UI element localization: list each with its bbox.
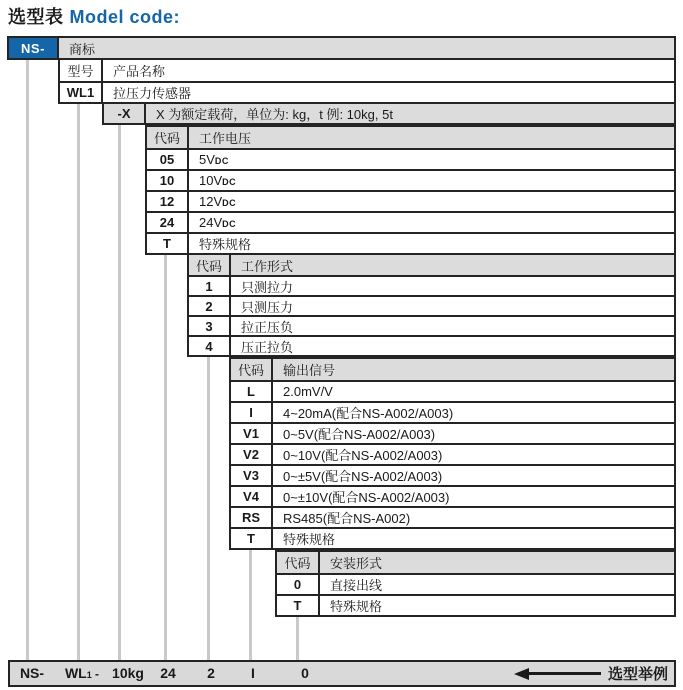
output-signal-label-cell-4 <box>273 445 674 464</box>
mounting-label-text-2: 特殊规格 <box>330 599 383 614</box>
work-mode-row-1 <box>189 275 674 295</box>
example-row <box>8 660 676 687</box>
output-signal-label-text-6: 0~±10V(配合NS-A002/A003) <box>283 490 450 505</box>
work-mode-code-cell-3: 3 <box>189 317 231 335</box>
work-mode-row-2 <box>189 295 674 315</box>
voltage-label-cell-1 <box>189 150 674 169</box>
voltage-code-cell-5: T <box>147 234 189 253</box>
capacity-label-text-0: X 为额定载荷，单位为: kg，t 例: 10kg, 5t <box>156 107 393 122</box>
model-label-text-0: 产品名称 <box>113 64 166 79</box>
cascade-table-voltage <box>145 125 676 255</box>
output-signal-code-cell-0: 代码 <box>231 359 273 380</box>
model-label-cell-1 <box>103 83 674 102</box>
page-title <box>8 3 180 29</box>
mounting-row-0 <box>277 552 674 573</box>
output-signal-label-text-5: 0~±5V(配合NS-A002/A003) <box>283 469 443 484</box>
example-code-segment-2: 10kg <box>112 665 144 681</box>
output-signal-code-cell-2: I <box>231 403 273 422</box>
output-signal-label-cell-3 <box>273 424 674 443</box>
output-signal-label-cell-0 <box>273 359 674 380</box>
connector-line-mounting <box>296 615 299 661</box>
capacity-label-cell-0 <box>146 104 674 123</box>
work-mode-row-4 <box>189 335 674 355</box>
connector-line-capacity <box>118 123 121 661</box>
output-signal-code-cell-4: V2 <box>231 445 273 464</box>
model-row-0 <box>60 60 674 81</box>
output-signal-label-text-1: 2.0mV/V <box>283 384 333 399</box>
output-signal-code-cell-7: RS <box>231 508 273 527</box>
voltage-label-cell-3 <box>189 192 674 211</box>
voltage-label-text-3: 12V <box>199 194 223 209</box>
output-signal-code-cell-5: V3 <box>231 466 273 485</box>
cascade-table-model <box>58 58 676 104</box>
connector-line-model <box>77 102 80 661</box>
voltage-label-cell-2 <box>189 171 674 190</box>
arrow-left-icon <box>514 668 529 680</box>
output-signal-row-3 <box>231 422 674 443</box>
cascade-table-brand <box>7 36 676 60</box>
mounting-label-text-1: 直接出线 <box>330 578 383 593</box>
voltage-label-cell-5 <box>189 234 674 253</box>
work-mode-label-text-1: 只测拉力 <box>241 279 294 295</box>
model-label-text-1: 拉压力传感器 <box>113 86 192 101</box>
mounting-row-1 <box>277 573 674 594</box>
voltage-code-cell-1: 05 <box>147 150 189 169</box>
work-mode-code-cell-4: 4 <box>189 337 231 355</box>
work-mode-code-cell-1: 1 <box>189 277 231 295</box>
voltage-label-cell-4 <box>189 213 674 232</box>
work-mode-label-cell-4 <box>231 337 674 355</box>
mounting-label-cell-0 <box>320 552 674 573</box>
voltage-row-1 <box>147 148 674 169</box>
output-signal-label-cell-8 <box>273 529 674 548</box>
work-mode-code-cell-0: 代码 <box>189 255 231 275</box>
model-row-1 <box>60 81 674 102</box>
voltage-code-cell-4: 24 <box>147 213 189 232</box>
capacity-row-0 <box>104 104 674 123</box>
work-mode-row-0 <box>189 255 674 275</box>
mounting-code-cell-2: T <box>277 596 320 615</box>
cascade-table-work-mode <box>187 253 676 357</box>
example-code-segment-0: NS- <box>19 665 45 681</box>
output-signal-label-text-8: 特殊规格 <box>283 532 336 547</box>
brand-code-cell-0: NS- <box>9 38 59 58</box>
brand-label-text-0: 商标 <box>69 41 96 57</box>
work-mode-label-text-4: 压正拉负 <box>241 339 294 355</box>
mounting-row-2 <box>277 594 674 615</box>
output-signal-code-cell-3: V1 <box>231 424 273 443</box>
output-signal-code-cell-8: T <box>231 529 273 548</box>
cascade-table-mounting <box>275 550 676 617</box>
cascade-table-output-signal <box>229 357 676 550</box>
model-code-cell-0: 型号 <box>60 60 103 81</box>
voltage-code-cell-0: 代码 <box>147 127 189 148</box>
mounting-label-text-0: 安装形式 <box>330 556 383 571</box>
output-signal-label-cell-7 <box>273 508 674 527</box>
output-signal-row-0 <box>231 359 674 380</box>
output-signal-label-text-4: 0~10V(配合NS-A002/A003) <box>283 448 443 463</box>
work-mode-label-text-0: 工作形式 <box>241 258 294 274</box>
output-signal-label-text-2: 4~20mA(配合NS-A002/A003) <box>283 406 454 421</box>
voltage-label-subscript-1: DC <box>214 156 229 166</box>
example-arrow-label: 选型举例 <box>607 666 668 683</box>
voltage-row-0 <box>147 127 674 148</box>
brand-label-cell-0 <box>59 38 674 58</box>
output-signal-row-7 <box>231 506 674 527</box>
example-arrow <box>514 662 668 685</box>
voltage-row-3 <box>147 190 674 211</box>
voltage-label-subscript-3: DC <box>222 198 237 208</box>
brand-row-0 <box>9 38 674 58</box>
model-label-cell-0 <box>103 60 674 81</box>
mounting-code-cell-1: 0 <box>277 575 320 594</box>
output-signal-row-8 <box>231 527 674 548</box>
capacity-code-cell-0: -X <box>104 104 146 123</box>
work-mode-code-cell-2: 2 <box>189 297 231 315</box>
voltage-label-text-0: 工作电压 <box>199 131 252 146</box>
voltage-label-text-4: 24V <box>199 215 223 230</box>
output-signal-label-text-3: 0~5V(配合NS-A002/A003) <box>283 427 436 442</box>
example-code-segment-3: 24 <box>160 665 176 681</box>
work-mode-label-cell-0 <box>231 255 674 275</box>
output-signal-label-cell-2 <box>273 403 674 422</box>
output-signal-label-cell-1 <box>273 382 674 401</box>
output-signal-label-text-7: RS485(配合NS-A002) <box>283 511 411 526</box>
model-code-cell-1: WL1 <box>60 83 103 102</box>
output-signal-code-cell-6: V4 <box>231 487 273 506</box>
work-mode-label-text-2: 只测压力 <box>241 299 294 315</box>
connector-line-voltage <box>164 253 167 661</box>
work-mode-label-cell-2 <box>231 297 674 315</box>
voltage-label-text-5: 特殊规格 <box>199 237 252 252</box>
connector-line-work-mode <box>207 355 210 661</box>
voltage-row-2 <box>147 169 674 190</box>
mounting-label-cell-2 <box>320 596 674 615</box>
page-title-en: Model code: <box>69 7 181 27</box>
mounting-code-cell-0: 代码 <box>277 552 320 573</box>
voltage-label-text-2: 10V <box>199 173 223 188</box>
work-mode-row-3 <box>189 315 674 335</box>
cascade-table-capacity <box>102 102 676 125</box>
connector-line-output-signal <box>249 548 252 661</box>
voltage-label-text-1: 5V <box>199 152 215 167</box>
voltage-code-cell-3: 12 <box>147 192 189 211</box>
output-signal-label-cell-5 <box>273 466 674 485</box>
voltage-row-5 <box>147 232 674 253</box>
voltage-code-cell-2: 10 <box>147 171 189 190</box>
output-signal-label-cell-6 <box>273 487 674 506</box>
work-mode-label-cell-1 <box>231 277 674 295</box>
arrow-line <box>529 672 601 675</box>
output-signal-row-6 <box>231 485 674 506</box>
voltage-label-subscript-4: DC <box>222 219 237 229</box>
voltage-label-subscript-2: DC <box>222 177 237 187</box>
example-code-segment-4: 2 <box>207 665 215 681</box>
mounting-label-cell-1 <box>320 575 674 594</box>
example-code-segment-6: 0 <box>301 665 309 681</box>
output-signal-row-4 <box>231 443 674 464</box>
output-signal-label-text-0: 输出信号 <box>283 363 336 378</box>
voltage-label-cell-0 <box>189 127 674 148</box>
output-signal-row-1 <box>231 380 674 401</box>
work-mode-label-cell-3 <box>231 317 674 335</box>
connector-line-brand <box>26 58 29 661</box>
page-title-zh: 选型表 <box>8 7 64 27</box>
output-signal-code-cell-1: L <box>231 382 273 401</box>
example-code-segment-1: WL1 - <box>64 665 100 681</box>
output-signal-row-5 <box>231 464 674 485</box>
voltage-row-4 <box>147 211 674 232</box>
output-signal-row-2 <box>231 401 674 422</box>
example-code-segment-5: I <box>251 665 255 681</box>
work-mode-label-text-3: 拉正压负 <box>241 319 294 335</box>
